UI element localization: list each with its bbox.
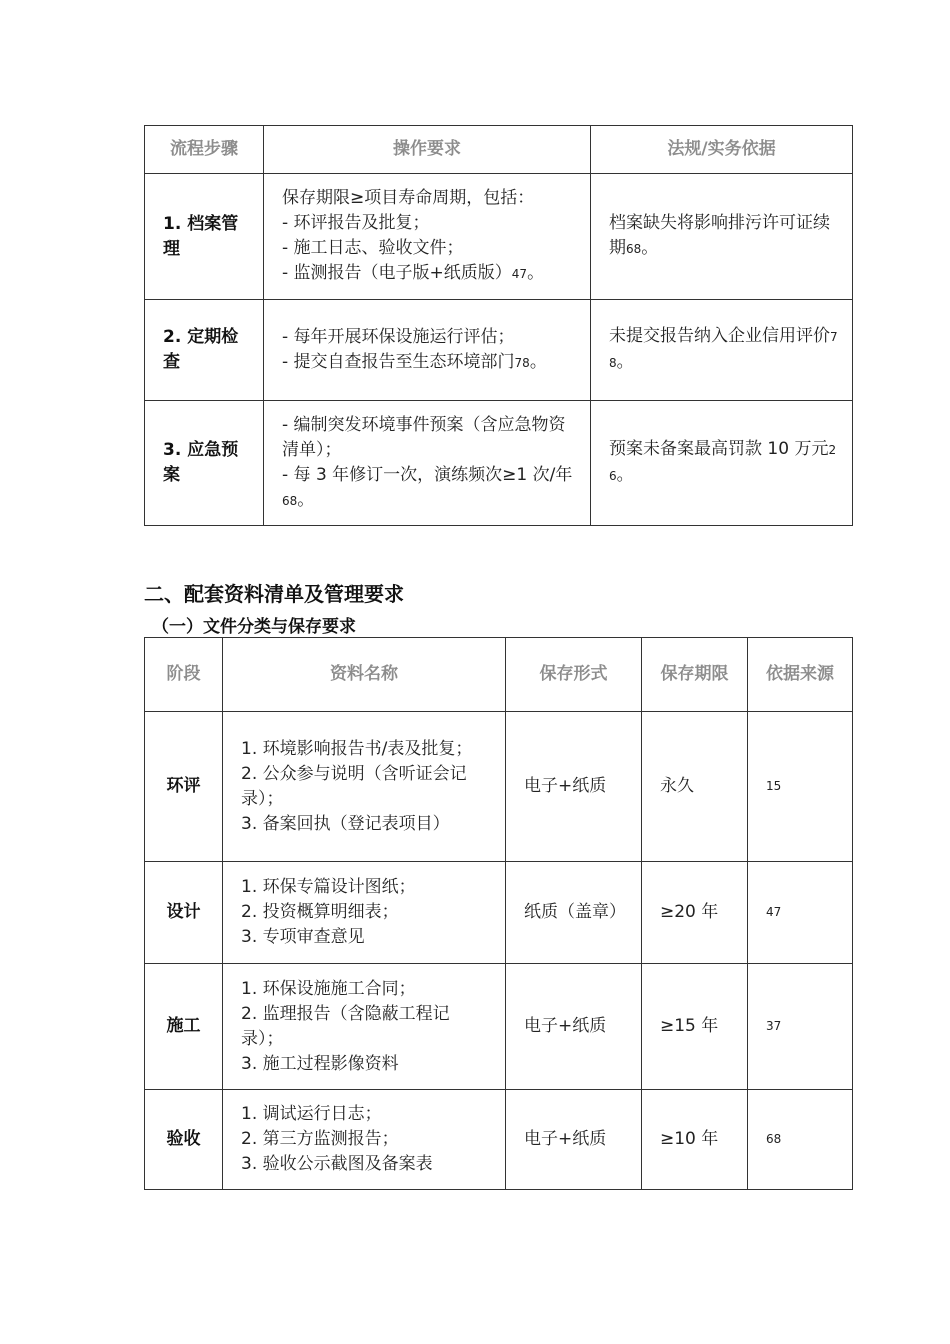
stage-cell: 施工 — [145, 964, 223, 1090]
form-cell: 电子+纸质 — [506, 964, 642, 1090]
header-step: 流程步骤 — [145, 126, 264, 174]
table-row — [145, 401, 853, 526]
source-cell: 15 — [748, 712, 853, 862]
table-row — [145, 300, 853, 401]
stage-cell: 环评 — [145, 712, 223, 862]
table-row — [145, 964, 853, 1090]
step-cell: 1. 档案管理 — [145, 174, 264, 300]
source-cell: 37 — [748, 964, 853, 1090]
process-table — [144, 125, 853, 526]
table-header-row — [145, 126, 853, 174]
header-basis: 法规/实务依据 — [591, 126, 853, 174]
period-cell: ≥15 年 — [642, 964, 748, 1090]
form-cell: 电子+纸质 — [506, 712, 642, 862]
form-cell: 纸质（盖章） — [506, 862, 642, 964]
basis-cell: 未提交报告纳入企业信用评价78。 — [591, 300, 853, 401]
items-cell: 1. 环保专篇设计图纸； 2. 投资概算明细表； 3. 专项审查意见 — [223, 862, 506, 964]
table-row — [145, 1090, 853, 1190]
requirement-cell: - 编制突发环境事件预案（含应急物资清单）； - 每 3 年修订一次，演练频次≥1 次/年68。 — [264, 401, 591, 526]
header-period: 保存期限 — [642, 638, 748, 712]
document-table — [144, 637, 853, 1190]
source-cell: 68 — [748, 1090, 853, 1190]
requirement-cell: 保存期限≥项目寿命周期，包括： - 环评报告及批复； - 施工日志、验收文件； - 监测报告（电子版+纸质版）47。 — [264, 174, 591, 300]
period-cell: ≥10 年 — [642, 1090, 748, 1190]
table-row — [145, 862, 853, 964]
requirement-cell: - 每年开展环保设施运行评估； - 提交自查报告至生态环境部门78。 — [264, 300, 591, 401]
table-row — [145, 174, 853, 300]
section-title: 二、配套资料清单及管理要求 — [144, 582, 404, 606]
header-requirement: 操作要求 — [264, 126, 591, 174]
header-stage: 阶段 — [145, 638, 223, 712]
form-cell: 电子+纸质 — [506, 1090, 642, 1190]
period-cell: ≥20 年 — [642, 862, 748, 964]
basis-cell: 档案缺失将影响排污许可证续期68。 — [591, 174, 853, 300]
basis-cell: 预案未备案最高罚款 10 万元26。 — [591, 401, 853, 526]
step-cell: 2. 定期检查 — [145, 300, 264, 401]
subsection-title: （一）文件分类与保存要求 — [152, 617, 356, 637]
items-cell: 1. 环保设施施工合同； 2. 监理报告（含隐蔽工程记录）； 3. 施工过程影像资料 — [223, 964, 506, 1090]
stage-cell: 设计 — [145, 862, 223, 964]
source-cell: 47 — [748, 862, 853, 964]
items-cell: 1. 调试运行日志； 2. 第三方监测报告； 3. 验收公示截图及备案表 — [223, 1090, 506, 1190]
stage-cell: 验收 — [145, 1090, 223, 1190]
header-form: 保存形式 — [506, 638, 642, 712]
table-header-row — [145, 638, 853, 712]
header-doc-name: 资料名称 — [223, 638, 506, 712]
period-cell: 永久 — [642, 712, 748, 862]
table-row — [145, 712, 853, 862]
items-cell: 1. 环境影响报告书/表及批复； 2. 公众参与说明（含听证会记录）； 3. 备案回执（登记表项目） — [223, 712, 506, 862]
header-source: 依据来源 — [748, 638, 853, 712]
step-cell: 3. 应急预案 — [145, 401, 264, 526]
